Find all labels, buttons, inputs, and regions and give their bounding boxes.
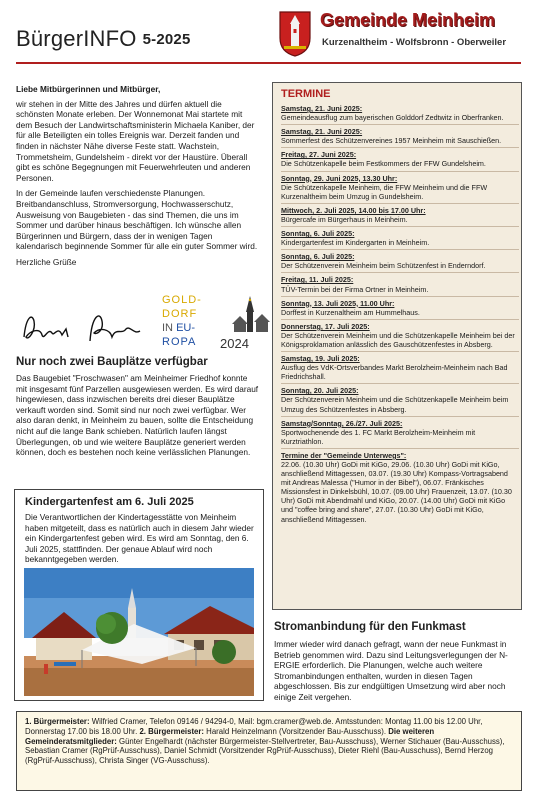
event-item: [281, 229, 519, 250]
termine-box: [272, 82, 522, 610]
municipality-name: Gemeinde Meinheim: [320, 10, 496, 30]
termine-list: [281, 104, 519, 528]
event-date: Mittwoch, 2. Juli 2025, 14.00 bis 17.00 Uhr:: [281, 205, 426, 215]
bauplatz-text: Das Baugebiet "Froschwasen" am Meinheimer Friedhof konnte mit insgesamt fünf Parzellen ausgewiesen werden. Es wird darauf hingewiesen, dass inzwischen bereits drei dieser Bauplätze verkauft worden sind. Somit sind nur noch zwei verfügbar. Wer also daran denkt, in Meinheim zu bauen, sollte die Entscheidung nicht auf die lange Bank schieben. Natürlich laufen längst Überlegungen, ob und wie weitere Bauplätze generiert werden können, doch es bestehen noch keine verlässlichen Planungen.: [16, 373, 259, 458]
strom-text: Immer wieder wird danach gefragt, wann der neue Funkmast in Betrieb genommen wird. Dazu sind Leitungsverlegungen der N-ERGIE erforderlich. Die Planungen, welche auch weitere Stromanbindungen enthalten, wurden in diesen Tagen abgeschlossen. Bis zur endgültigen Umsetzung wird aber noch einige Zeit vergehen.: [274, 639, 508, 702]
second-mayor-label: 2. Bürgermeister:: [139, 726, 205, 736]
event-date: Donnerstag, 17. Juli 2025:: [281, 321, 370, 331]
title-text: BürgerINFO: [16, 26, 137, 51]
intro-paragraph-1: wir stehen in der Mitte des Jahres und dürfen aktuell die schönsten Monate erleben. Der Wonnemonat Mai startete mit dem Besuch der Landwirtschaftsministerin Michaela Kaniber, der für alle Beteiligten ein tolles Ereignis war. Derzeit fanden und finden in nächster Nähe diverse Feste statt. Wachstein, Trommetsheim, Gundelsheim - direkt vor der Haustüre. Überall gibt es schöne Begegnungen mit Feuerwehrleuten und anderen Personen.: [16, 98, 255, 183]
termine-heading: TERMINE: [281, 88, 331, 100]
bauplatz-heading: Nur noch zwei Bauplätze verfügbar: [16, 356, 208, 368]
kindergarten-heading: Kindergartenfest am 6. Juli 2025: [25, 496, 194, 508]
event-date: Sonntag, 13. Juli 2025, 11.00 Uhr:: [281, 298, 395, 308]
page-title: [16, 26, 191, 52]
event-date: Freitag, 11. Juli 2025:: [281, 275, 354, 285]
event-date: Samstag, 21. Juni 2025:: [281, 104, 363, 113]
event-date: Samstag, 21. Juni 2025:: [281, 127, 363, 137]
intro-letter: [16, 84, 260, 273]
event-text: Kindergartenfest im Kindergarten in Meinheim.: [281, 238, 430, 248]
event-item: [281, 127, 519, 148]
event-text: Die Schützenkapelle Meinheim, die FFW Meinheim und die FFW Kurzenaltheim beim Umzug in Gundelsheim.: [281, 182, 488, 201]
second-mayor-text: Harald Heinzelmann (Vorsitzender Bau-Ausschuss).: [204, 726, 389, 736]
first-mayor-text: Wilfried Cramer, Telefon 09146 / 94294-0, Mail: bgm.cramer@web.de. Amtsstunden: Montag 11.00 bis 12.00 Uhr, Donnerstag 17.00 bis 18.00 Uhr.: [25, 717, 483, 736]
event-date: Sonntag, 20. Juli 2025:: [281, 386, 359, 396]
issue-number: 5-2025: [142, 31, 191, 48]
event-text: TÜV-Termin bei der Firma Ortner in Meinheim.: [281, 284, 429, 294]
event-item: [281, 322, 519, 352]
header-divider: [16, 62, 521, 64]
event-text: Sommerfest des Schützenvereines 1957 Meinheim mit Sauschießen.: [281, 136, 502, 146]
event-date: Sonntag, 6. Juli 2025:: [281, 252, 355, 262]
event-text: Dorffest in Kurzenaltheim am Hummelhaus.: [281, 307, 420, 317]
event-text: Der Schützenverein Meinheim und die Schützenkapelle Meinheim bei der Königsproklamation anlässlich des Gauschützenfestes in Absberg.: [281, 330, 515, 349]
village-skyline-icon: [228, 294, 272, 336]
intro-greeting: Liebe Mitbürgerinnen und Mitbürger,: [16, 84, 161, 94]
council-footer: [16, 711, 522, 791]
event-text: Der Schützenverein Meinheim beim Schützenfest in Enderndorf.: [281, 261, 486, 271]
event-item: [281, 206, 519, 227]
kindergarten-box: [14, 489, 264, 701]
event-date: Sonntag, 29. Juni 2025, 13.30 Uhr:: [281, 173, 398, 183]
event-item: [281, 354, 519, 384]
logo-year: 2024: [220, 336, 249, 351]
event-item: [281, 174, 519, 204]
municipality-districts: Kurzenaltheim - Wolfsbronn - Oberweiler: [322, 37, 507, 48]
event-date: Sonntag, 6. Juli 2025:: [281, 229, 355, 239]
event-text: Der Schützenverein Meinheim und die Schützenkapelle Meinheim beim Umzug des Schützenfestes in Absberg.: [281, 395, 509, 414]
council-members-text: Günter Engelhardt (nächster Bürgermeister-Stellvertreter, Bau-Ausschuss), Werner Stichauer (Bau-Ausschuss), Sebastian Cramer (RgPrüf-Ausschuss), Daniel Schmidt (Vorsitzender RgPrüf-Ausschuss), Dieter Riehl (Bau-Ausschuss), Bernd Herzog (RgPrüf-Ausschuss), Christa Singer (VG-Ausschuss).: [25, 736, 505, 766]
event-date: Freitag, 27. Juni 2025:: [281, 150, 357, 160]
intro-paragraph-2: In der Gemeinde laufen verschiedenste Planungen. Breitbandanschluss, Stromversorgung, Hochwasserschutz, Ausweisung von Baugebieten - das sind Themen, die uns im Sommer und darüber hinaus beschäftigen. Ich wünsche allen Bürgerinnen und Bürgern, dass der in wenigen Tagen kalendarisch beginnende Sommer für alle ein guter Sommer wird.: [16, 188, 258, 252]
event-text: Die Schützenkapelle beim Festkommers der FFW Gundelsheim.: [281, 159, 486, 169]
kindergarten-text: Die Verantwortlichen der Kindertagesstätte von Meinheim haben mitgeteilt, dass es natürlich auch in diesem Jahr wieder ein Kindergartenfest geben wird. Es wird am Sonntag, den 6. Juli 2025, stattfinden. Der genaue Ablauf wird noch bekanntgegeben werden.: [25, 512, 254, 565]
logo-line-1: GOLD-: [162, 294, 202, 306]
event-text: Gemeindeausflug zum bayerischen Golddorf Zedtwitz in Oberfranken.: [281, 113, 504, 123]
event-text: Sportwochenende des 1. FC Markt Berolzheim-Meinheim mit Kurztriathlon.: [281, 427, 476, 446]
kindergarten-photo: [24, 568, 254, 696]
strom-heading: Stromanbindung für den Funkmast: [274, 621, 466, 633]
signatures-icon: [18, 307, 148, 349]
first-mayor-label: 1. Bürgermeister:: [25, 717, 90, 726]
event-item: [281, 150, 519, 171]
logo-line-3: [162, 322, 195, 334]
logo-eu: EU-: [176, 322, 196, 334]
event-item: [281, 451, 519, 526]
event-item: [281, 275, 519, 296]
event-item: [281, 386, 519, 416]
logo-in: IN: [162, 322, 173, 334]
event-date: Termine der "Gemeinde Unterwegs":: [281, 450, 407, 460]
event-text: 22.06. (10.30 Uhr) GoDi mit KiGo, 29.06. (10.30 Uhr) GoDi mit KiGo, anschließend Mittagessen, 03.07. (19.30 Uhr) Kompass-Vortragsabend mit Andreas Malessa ("Humor in der Bibel"), 06.07. Fränkisches Missionsfest in Dinkelsbühl, 10.07. (09.00 Uhr) Frauenzeit, 13.07. (10.30 Uhr) GoDi mit Abendmahl und KiGo, 20.07. (14.00 Uhr) GoDi mit KiGo und "coffee bring and share", 27.07. (10.30 Uhr) GoDi mit KiGo, anschließend Mittagessen.: [281, 460, 512, 524]
event-date: Samstag/Sonntag, 26./27. Juli 2025:: [281, 418, 403, 428]
event-item: [281, 104, 519, 125]
event-item: [281, 252, 519, 273]
event-item: [281, 299, 519, 320]
logo-line-2: DORF: [162, 308, 198, 320]
event-text: Ausflug des VdK-Ortsverbandes Markt Berolzheim-Meinheim nach Bad Friedrichshall.: [281, 363, 508, 382]
golddorf-logo: [162, 294, 272, 352]
event-text: Bürgercafe im Bürgerhaus in Meinheim.: [281, 214, 408, 224]
logo-line-4: ROPA: [162, 336, 197, 348]
event-date: Samstag, 19. Juli 2025:: [281, 354, 360, 364]
intro-closing: Herzliche Grüße: [16, 256, 77, 267]
council-members-label: Die weiteren Gemeinderatsmitglieder:: [25, 726, 435, 746]
event-item: [281, 419, 519, 449]
coat-of-arms-icon: [278, 10, 312, 58]
